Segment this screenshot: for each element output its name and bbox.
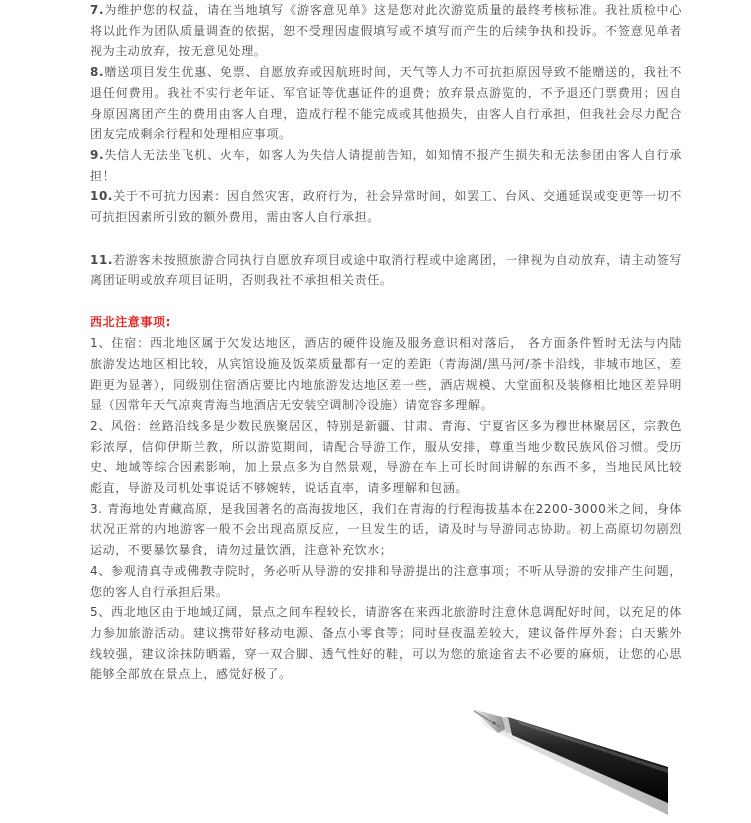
document-body: [90, 0, 682, 685]
term-number: 7.: [90, 3, 105, 17]
term-number: 9.: [90, 147, 105, 162]
fountain-pen-icon: [468, 705, 668, 817]
term-text: 若游客未按照旅游合同执行自愿放弃项目或途中取消行程或中途离团，一律视为自动放弃，请主动签写离团证明或放弃项目证明，否则我社不承担相关责任。: [90, 252, 682, 288]
term-text: 赠送项目发生优惠、免票、自愿放弃或因航班时间，天气等人力不可抗拒原因导致不能赠送的，我社不退任何费用。我社不实行老年证、军官证等优惠证件的退费；放弃景点游览的，不予退还门票费用；因自身原因离团产生的费用由客人自理，造成行程不能完成或其他损失，由客人自行承担，但我社会尽力配合团友完成剩余行程和处理相应事项。: [90, 65, 682, 142]
term-text: 失信人无法坐飞机、火车，如客人为失信人请提前告知，如知情不报产生损失和无法参团由客人自行承担！: [90, 147, 682, 183]
northwest-item-5: 5、西北地区由于地域辽阔，景点之间车程较长，请游客在来西北旅游时注意休息调配好时间，以充足的体力参加旅游活动。建议携带好移动电源、备点小零食等；同时昼夜温差较大，建议备件厚外套；白天紫外线较强，建议涂抹防晒霜，穿一双合脚、透气性好的鞋，可以为您的旅途省去不必要的麻烦，让您的心思能够全部放在景点上，感觉好极了。: [90, 605, 682, 682]
northwest-notice-title: 西北注意事项:: [90, 315, 171, 330]
northwest-item-1: 1、住宿：西北地区属于欠发达地区，酒店的硬件设施及服务意识相对落后， 各方面条件暂时无法与内陆旅游发达地区相比较，从宾馆设施及饭菜质量都有一定的差距（青海湖/黑马河/茶卡沿线，非城市地区，差距更为显著），同级别住宿酒店要比内地旅游发达地区差一些，酒店规模、大堂面积及装修相比地区差异明显（因常年天气凉爽青海当地酒店无安装空调制冷设施）请宽容多理解。: [90, 336, 682, 413]
term-number: 11.: [90, 252, 114, 267]
term-number: 8.: [90, 65, 105, 80]
term-text: 关于不可抗力因素：因自然灾害，政府行为，社会异常时间，如罢工、台风、交通延误或变更等一切不可抗拒因素所引致的额外费用，需由客人自行承担。: [90, 189, 682, 225]
term-11: [90, 250, 682, 291]
term-9: [90, 145, 682, 186]
term-7: [90, 0, 682, 62]
term-number: 10.: [90, 189, 114, 204]
term-text: 为维护您的权益，请在当地填写《游客意见单》这是您对此次游览质量的最终考核标准。我社质检中心将以此作为团队质量调查的依据，恕不受理因虚假填写或不填写而产生的后续争执和投诉。不签意见单者视为主动放弃，按无意见处理。: [90, 3, 682, 59]
term-8: [90, 62, 682, 145]
term-10: [90, 186, 682, 227]
northwest-item-2: 2、风俗：丝路沿线多是少数民族聚居区，特别是新疆、甘肃、青海、宁夏省区多为穆世林聚居区，宗教色彩浓厚，信仰伊斯兰教，所以游览期间，请配合导游工作，服从安排，尊重当地少数民族风俗习惯。受历史、地域等综合因素影响，加上景点多为自然景观，导游在车上可长时间讲解的东西不多，当地民风比较彪直，导游及司机处事说话不够婉转，说话直率，请多理解和包涵。: [90, 418, 682, 496]
northwest-item-3: 3. 青海地处青藏高原，是我国著名的高海拔地区，我们在青海的行程海拔基本在2200-3000米之间，身体状况正常的内地游客一般不会出现高原反应，一旦发生的话，请及时与导游同志协助。初上高原切勿剧烈运动，不要暴饮暴食，请勿过量饮酒，注意补充饮水；: [90, 501, 683, 558]
northwest-item-4: 4、参观清真寺或佛教寺院时，务必听从导游的安排和导游提出的注意事项；不听从导游的安排产生问题，您的客人自行承担后果。: [90, 563, 682, 599]
